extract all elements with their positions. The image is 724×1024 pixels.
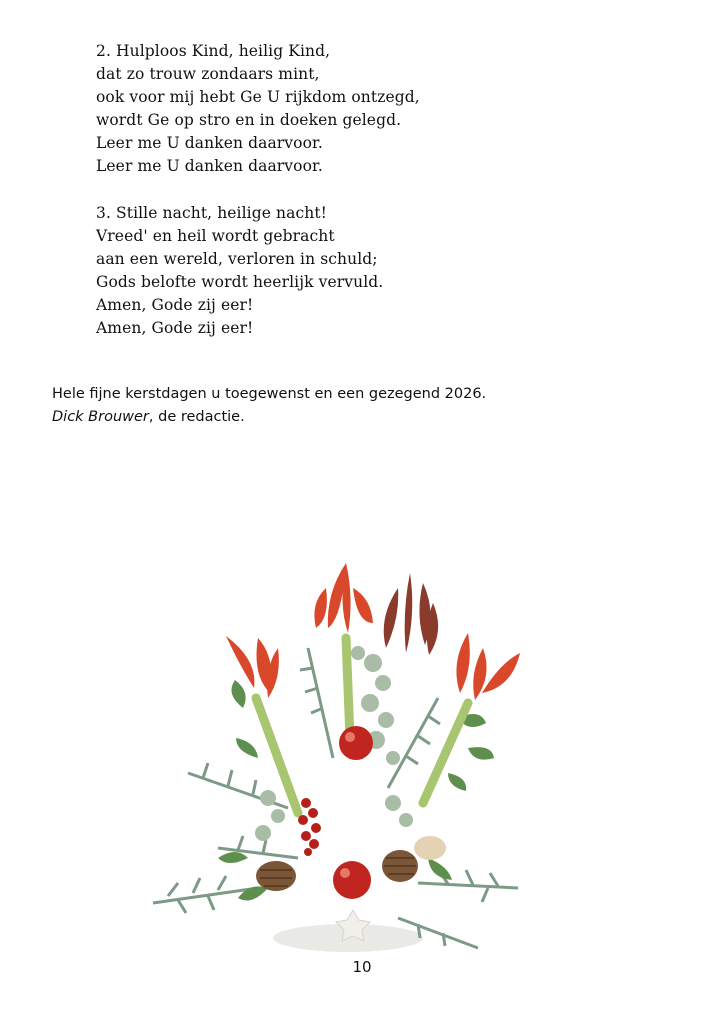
verse-line: Amen, Gode zij eer! bbox=[96, 319, 254, 337]
author-suffix: , de redactie. bbox=[148, 409, 245, 425]
greeting bbox=[52, 383, 486, 429]
christmas-arrangement-image bbox=[148, 558, 528, 958]
verse-line: Vreed' en heil wordt gebracht bbox=[96, 227, 335, 245]
verse-3 bbox=[96, 202, 383, 340]
verse-line: dat zo trouw zondaars mint, bbox=[96, 65, 320, 83]
greeting-text: Hele fijne kerstdagen u toegewenst en een gezegend 2026. bbox=[52, 386, 487, 402]
signature bbox=[52, 406, 486, 429]
conifer-branches bbox=[153, 648, 518, 948]
verse-line: wordt Ge op stro en in doeken gelegd. bbox=[96, 111, 402, 129]
amaryllis-stems bbox=[256, 638, 468, 813]
verse-line: 2. Hulploos Kind, heilig Kind, bbox=[96, 42, 331, 60]
verse-line: 3. Stille nacht, heilige nacht! bbox=[96, 204, 327, 222]
red-leaf-spray bbox=[384, 573, 438, 655]
eucalyptus bbox=[255, 646, 413, 841]
verse-line: aan een wereld, verloren in schuld; bbox=[96, 250, 378, 268]
dried-flower bbox=[414, 836, 446, 860]
amaryllis-flowers bbox=[226, 563, 520, 700]
verse-line: Leer me U danken daarvoor. bbox=[96, 134, 323, 152]
baubles bbox=[333, 726, 373, 899]
author-name: Dick Brouwer bbox=[52, 409, 149, 425]
verse-line: ook voor mij hebt Ge U rijkdom ontzegd, bbox=[96, 88, 420, 106]
verse-line: Gods belofte wordt heerlijk vervuld. bbox=[96, 273, 384, 291]
verse-line: Amen, Gode zij eer! bbox=[96, 296, 254, 314]
verse-line: Leer me U danken daarvoor. bbox=[96, 157, 323, 175]
verse-2 bbox=[96, 40, 420, 178]
page-number: 10 bbox=[352, 958, 372, 976]
berries bbox=[298, 798, 321, 856]
